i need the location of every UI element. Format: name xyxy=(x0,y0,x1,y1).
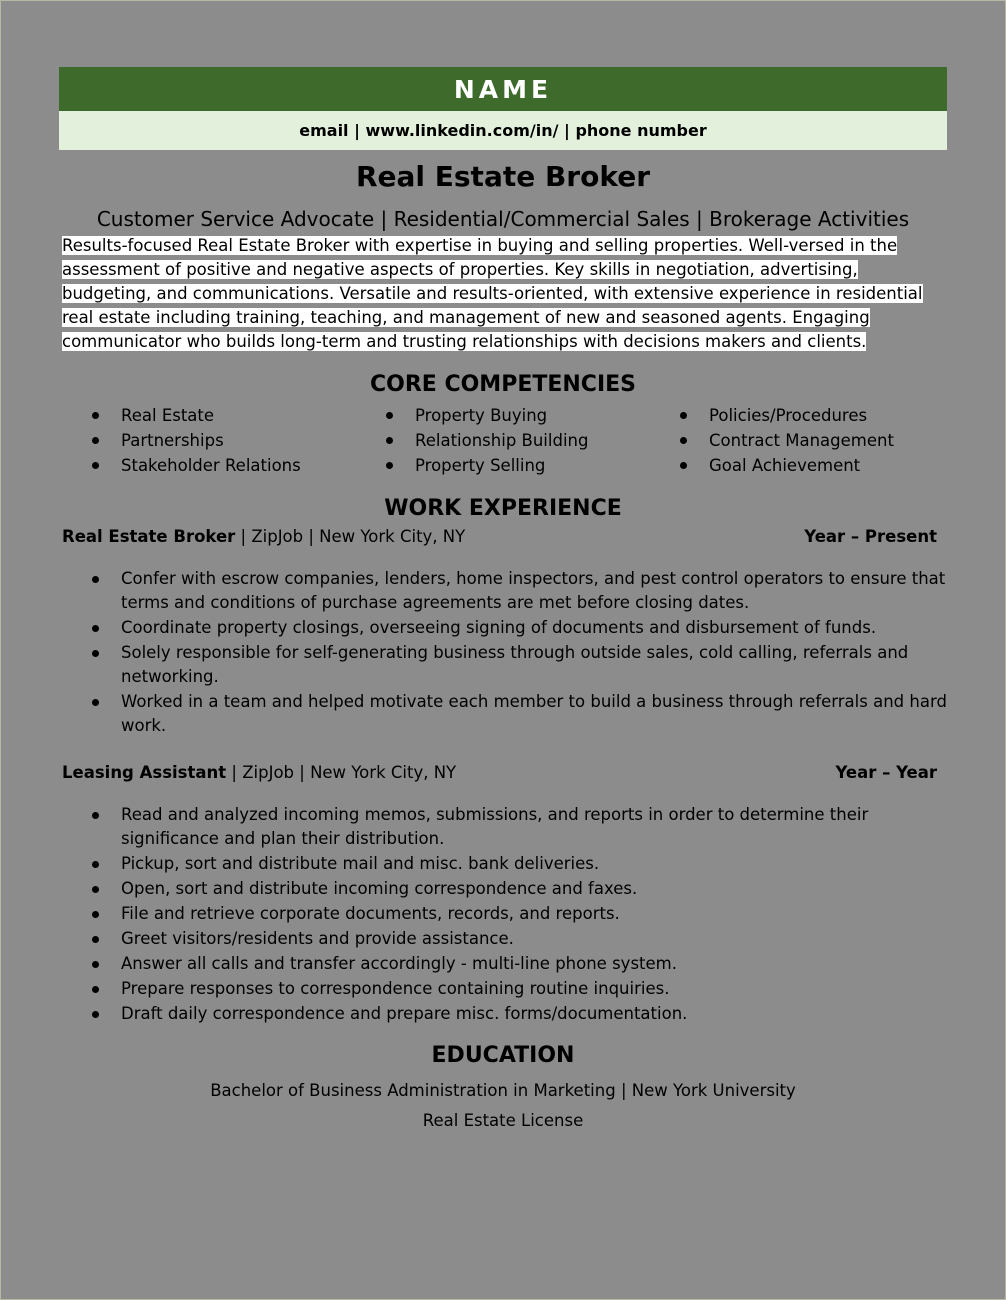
bullet-icon xyxy=(92,576,99,583)
bullet-icon xyxy=(92,412,99,419)
competency-label: Stakeholder Relations xyxy=(121,456,301,475)
list-item xyxy=(121,977,951,1001)
education-heading: EDUCATION xyxy=(431,1043,575,1068)
job-dates: Year – Present xyxy=(804,527,937,546)
bullet-icon xyxy=(680,462,687,469)
list-item-text: Answer all calls and transfer accordingly - multi-line phone system. xyxy=(121,954,677,973)
bullet-icon xyxy=(92,437,99,444)
competency-item xyxy=(709,428,894,453)
competency-label: Contract Management xyxy=(709,431,894,450)
list-item-text: Coordinate property closings, overseeing signing of documents and disbursement of funds. xyxy=(121,618,877,637)
competency-item xyxy=(121,403,301,428)
job-company: | ZipJob | New York City, NY xyxy=(235,527,466,546)
job-role: Real Estate Broker xyxy=(62,527,236,546)
list-item xyxy=(121,567,951,615)
competency-label: Property Selling xyxy=(415,456,546,475)
bullet-icon xyxy=(92,986,99,993)
list-item-text: Prepare responses to correspondence containing routine inquiries. xyxy=(121,979,670,998)
list-item-text: Draft daily correspondence and prepare misc. forms/documentation. xyxy=(121,1004,688,1023)
summary-paragraph xyxy=(62,234,952,354)
competency-item xyxy=(415,403,588,428)
list-item-text: Worked in a team and helped motivate each member to build a business through referrals and hard work. xyxy=(121,692,947,735)
competency-label: Relationship Building xyxy=(415,431,589,450)
education-degree: Bachelor of Business Administration in Marketing | New York University xyxy=(210,1081,796,1100)
competency-label: Policies/Procedures xyxy=(709,406,868,425)
experience-heading: WORK EXPERIENCE xyxy=(384,496,622,521)
job-company: | ZipJob | New York City, NY xyxy=(226,763,457,782)
competency-column-2 xyxy=(415,403,588,478)
bullet-icon xyxy=(92,812,99,819)
job-role: Leasing Assistant xyxy=(62,763,227,782)
list-item xyxy=(121,1002,951,1026)
job-header-1 xyxy=(62,527,937,546)
competency-column-3 xyxy=(709,403,894,478)
resume-title: Real Estate Broker xyxy=(355,160,651,193)
competencies-heading: CORE COMPETENCIES xyxy=(369,372,637,397)
resume-subtitle: Customer Service Advocate | Residential/Commercial Sales | Brokerage Activities xyxy=(96,207,910,231)
competency-label: Goal Achievement xyxy=(709,456,861,475)
competency-item xyxy=(709,453,894,478)
competency-item xyxy=(121,428,301,453)
bullet-icon xyxy=(92,861,99,868)
bullet-icon xyxy=(92,961,99,968)
name-header: NAME xyxy=(59,67,947,111)
bullet-icon xyxy=(386,462,393,469)
list-item-text: Solely responsible for self-generating business through outside sales, cold calling, referrals and networking. xyxy=(121,643,909,686)
competency-item xyxy=(415,428,588,453)
competency-item xyxy=(121,453,301,478)
bullet-icon xyxy=(92,886,99,893)
education-license: Real Estate License xyxy=(422,1111,584,1130)
bullet-icon xyxy=(92,625,99,632)
job-bullets-2 xyxy=(121,803,951,1027)
competency-item xyxy=(415,453,588,478)
list-item-text: Pickup, sort and distribute mail and misc. bank deliveries. xyxy=(121,854,600,873)
competency-column-1 xyxy=(121,403,301,478)
contact-line: email | www.linkedin.com/in/ | phone number xyxy=(59,111,947,150)
bullet-icon xyxy=(92,462,99,469)
list-item xyxy=(121,852,951,876)
bullet-icon xyxy=(92,650,99,657)
bullet-icon xyxy=(92,911,99,918)
list-item xyxy=(121,877,951,901)
bullet-icon xyxy=(680,437,687,444)
competency-item xyxy=(709,403,894,428)
bullet-icon xyxy=(386,412,393,419)
list-item xyxy=(121,641,951,689)
bullet-icon xyxy=(92,699,99,706)
bullet-icon xyxy=(680,412,687,419)
list-item xyxy=(121,690,951,738)
list-item xyxy=(121,803,951,851)
job-dates: Year – Year xyxy=(835,763,937,782)
summary-text: Results-focused Real Estate Broker with expertise in buying and selling properties. Well-versed in the assessment of positive and negative aspects of properties. Key skills in negotiation, advertising, budgeting, and communications. Versatile and results-oriented, with extensive experience in residential real estate including training, teaching, and management of new and seasoned agents. Engaging communicator who builds long-term and trusting relationships with decisions makers and clients. xyxy=(62,236,923,351)
job-bullets-1 xyxy=(121,567,951,739)
list-item-text: File and retrieve corporate documents, records, and reports. xyxy=(121,904,620,923)
list-item-text: Greet visitors/residents and provide assistance. xyxy=(121,929,514,948)
bullet-icon xyxy=(386,437,393,444)
list-item xyxy=(121,952,951,976)
bullet-icon xyxy=(92,936,99,943)
job-header-2 xyxy=(62,763,937,782)
list-item-text: Read and analyzed incoming memos, submissions, and reports in order to determine their significance and plan their distribution. xyxy=(121,805,869,848)
bullet-icon xyxy=(92,1011,99,1018)
list-item xyxy=(121,616,951,640)
competency-label: Partnerships xyxy=(121,431,224,450)
list-item-text: Open, sort and distribute incoming correspondence and faxes. xyxy=(121,879,638,898)
list-item xyxy=(121,927,951,951)
list-item xyxy=(121,902,951,926)
competency-label: Property Buying xyxy=(415,406,548,425)
list-item-text: Confer with escrow companies, lenders, home inspectors, and pest control operators to ensure that terms and conditions of purchase agreements are met before closing dates. xyxy=(121,569,946,612)
competency-label: Real Estate xyxy=(121,406,215,425)
